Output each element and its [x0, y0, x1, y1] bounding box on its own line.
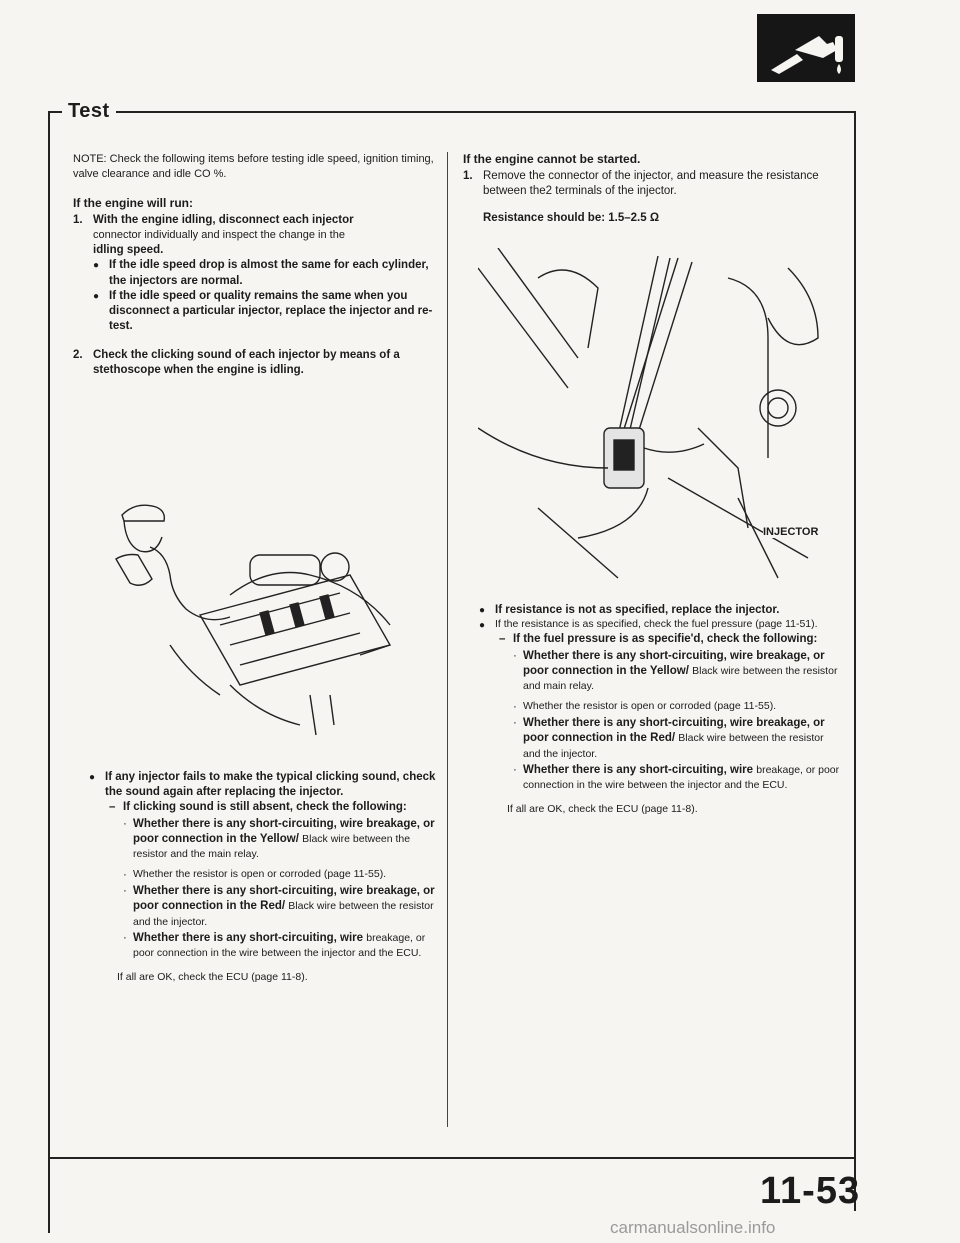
left-column-continued [73, 770, 437, 985]
stethoscope-engine-illustration [110, 495, 410, 745]
step-number: 1. [73, 213, 83, 226]
right-footer-text: If all are OK, check the ECU (page 11-8). [507, 803, 698, 816]
fuel-nozzle-icon [757, 14, 855, 82]
left-dash-item: – If clicking sound is still absent, check the following: [109, 801, 407, 814]
left-column [73, 152, 437, 379]
page-number: 11-53 [760, 1170, 861, 1212]
injector-callout-label: INJECTOR [763, 526, 819, 538]
right-heading: If the engine cannot be started. [463, 152, 641, 166]
right-check-3: · Whether there is any short-circuiting, wire breakage, or poor connection in the Red/ Black wire between the resistor and the injector. [513, 717, 825, 760]
left-heading: If the engine will run: [73, 196, 193, 211]
left-bullet-3: ● If any injector fails to make the typical clicking sound, check the sound again after replacing the injector. [89, 770, 437, 800]
left-check-1: · Whether there is any short-circuiting, wire breakage, or poor connection in the Yellow/ Black wire between the resistor and the main relay. [123, 817, 435, 860]
frame-right-rule [854, 111, 856, 1211]
injector-probe-illustration [478, 248, 838, 588]
step-text: Check the clicking sound of each injector by means of a stethoscope when the engine is idling. [93, 349, 400, 377]
left-check-2: · Whether the resistor is open or corroded (page 11-55). [123, 868, 387, 882]
right-column-continued [463, 603, 841, 817]
right-check-1: · Whether there is any short-circuiting, wire breakage, or poor connection in the Yellow/ Black wire between the resistor and main relay. [513, 649, 838, 692]
step-text: Remove the connector of the injector, and measure the resistance between the2 terminals of the injector. [483, 169, 819, 197]
bullet-dot-icon: ● [93, 290, 100, 302]
right-step-1 [463, 169, 841, 199]
left-bullet-1: ● If the idle speed drop is almost the same for each cylinder, the injectors are normal. [93, 258, 437, 288]
left-check-4: · Whether there is any short-circuiting, wire breakage, or poor connection in the wire between the injector and the ECU. [123, 931, 426, 959]
frame-top-rule [48, 111, 856, 113]
frame-bottom-rule [48, 1157, 856, 1159]
right-dash-item: – If the fuel pressure is as specifie'd, check the following: [499, 633, 818, 646]
watermark-text: carmanualsonline.info [610, 1218, 776, 1237]
left-check-3: · Whether there is any short-circuiting, wire breakage, or poor connection in the Red/ Black wire between the resistor and the injector. [123, 885, 435, 928]
bullet-dot-icon: ● [479, 605, 486, 616]
right-bullet-1: ● If resistance is not as specified, replace the injector. [479, 603, 841, 618]
left-footer-text: If all are OK, check the ECU (page 11-8). [117, 971, 308, 984]
frame-left-rule [48, 111, 50, 1233]
resistance-spec: Resistance should be: 1.5–2.5 Ω [483, 212, 660, 225]
right-column [463, 152, 841, 226]
right-check-2: · Whether the resistor is open or corroded (page 11-55). [513, 700, 777, 714]
left-bullet-2: ● If the idle speed or quality remains the same when you disconnect a particular injector, replace the injector and re-test. [93, 289, 437, 335]
step-main-text: With the engine idling, disconnect each injector [93, 213, 354, 226]
bullet-dot-icon: ● [479, 620, 486, 632]
step-tail-text: idling speed. [93, 244, 164, 257]
left-step-1 [73, 213, 437, 259]
left-step-2 [73, 348, 437, 378]
note-text: NOTE: Check the following items before testing idle speed, ignition timing, valve clearance and idle CO %. [73, 153, 434, 180]
right-check-4: · Whether there is any short-circuiting, wire breakage, or poor connection in the wire between the injector and the ECU. [513, 763, 840, 791]
column-divider [447, 152, 448, 1127]
bullet-dot-icon: ● [93, 260, 100, 272]
step-detail-text: connector individually and inspect the change in the [93, 229, 345, 242]
step-number: 2. [73, 349, 83, 362]
section-title: Test [62, 100, 116, 123]
bullet-dot-icon: ● [89, 772, 96, 783]
step-number: 1. [463, 169, 473, 182]
right-bullet-2: ● If the resistance is as specified, check the fuel pressure (page 11-51). [479, 618, 818, 632]
